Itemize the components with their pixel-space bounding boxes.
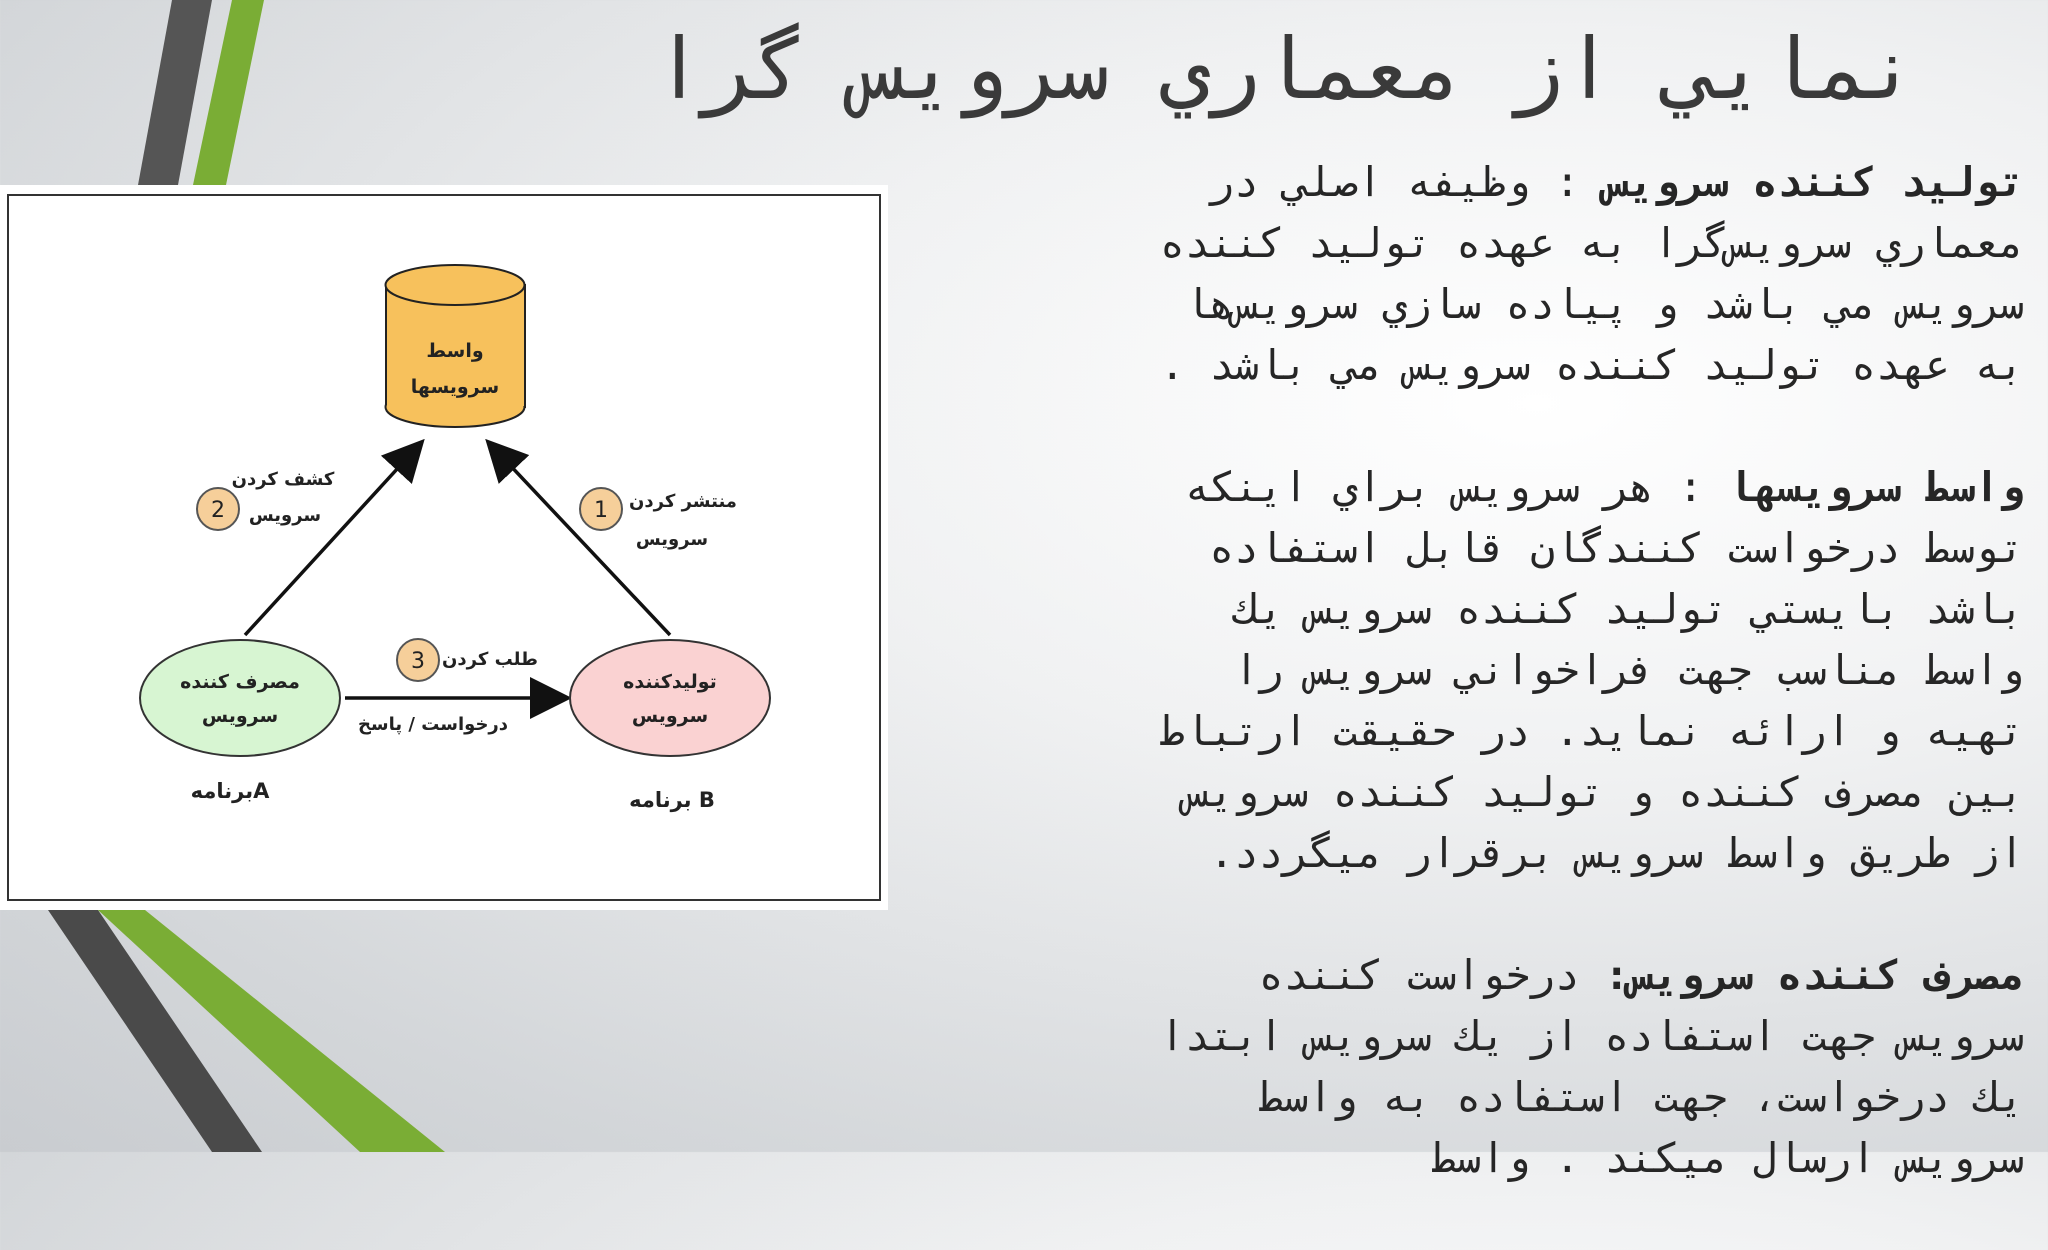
term-interface: واسط سرويسها xyxy=(1727,463,2024,511)
step3-label: طلب كردن xyxy=(442,649,538,670)
paragraph-consumer xyxy=(909,945,2024,1189)
paragraph-interface xyxy=(909,457,2024,884)
consumer-node xyxy=(140,640,340,756)
request-response-label: درخواست / پاسخ xyxy=(357,714,509,735)
step1-label-line1: منتشر كردن xyxy=(629,491,737,512)
app-a-label: برنامهA xyxy=(190,779,270,803)
provider-label-line2: سرويس xyxy=(631,705,709,727)
step1-number: 1 xyxy=(594,498,608,523)
step2-label-line2: سرويس xyxy=(248,505,322,526)
text-interface: : هر سرويس براي اينكه توسط درخواست كنندگان قابل استفاده باشد بايستي توليد كننده سرويس يك واسط مناسب جهت فراخواني سرويس را تهيه و ارائه نمايد. در حقيقت ارتباط بين مصرف كننده و توليد كننده سرويس از طريق واسط سرويس برقرار ميگردد. xyxy=(1160,463,2024,877)
provider-label-line1: توليدكننده xyxy=(623,671,717,693)
soa-diagram xyxy=(0,185,888,910)
step2-label-line1: كشف كردن xyxy=(231,469,335,490)
slide-title: نمايي از معماري سرويس گرا xyxy=(653,20,1918,118)
paragraph-provider xyxy=(909,152,2024,396)
term-consumer: مصرف كننده سرويس: xyxy=(1604,951,2024,999)
text-provider: : وظيفه اصلي در معماري سرويس‌گرا به عهده توليد كننده سرويس مي باشد و پياده سازي سرويس‌ها به عهده توليد كننده سرويس مي باشد . xyxy=(1160,158,2024,389)
broker-label-line2: سرويسها xyxy=(410,376,500,398)
consumer-label-line1: مصرف كننده xyxy=(180,671,300,693)
broker-label-line1: واسط xyxy=(426,340,484,362)
step3-number: 3 xyxy=(411,649,425,674)
step1-label-line2: سرويس xyxy=(635,529,709,550)
consumer-label-line2: سرويس xyxy=(201,705,279,727)
slide-body xyxy=(909,152,2024,1250)
app-b-label: برنامه B xyxy=(629,788,715,812)
term-provider: توليد كننده سرويس xyxy=(1604,158,2024,206)
step2-number: 2 xyxy=(211,498,225,523)
text-consumer: درخواست كننده سرويس جهت استفاده از يك سرويس ابتدا يك درخواست، جهت استفاده به واسط سرويس ارسال ميكند . واسط xyxy=(1160,951,2024,1182)
provider-node xyxy=(570,640,770,756)
